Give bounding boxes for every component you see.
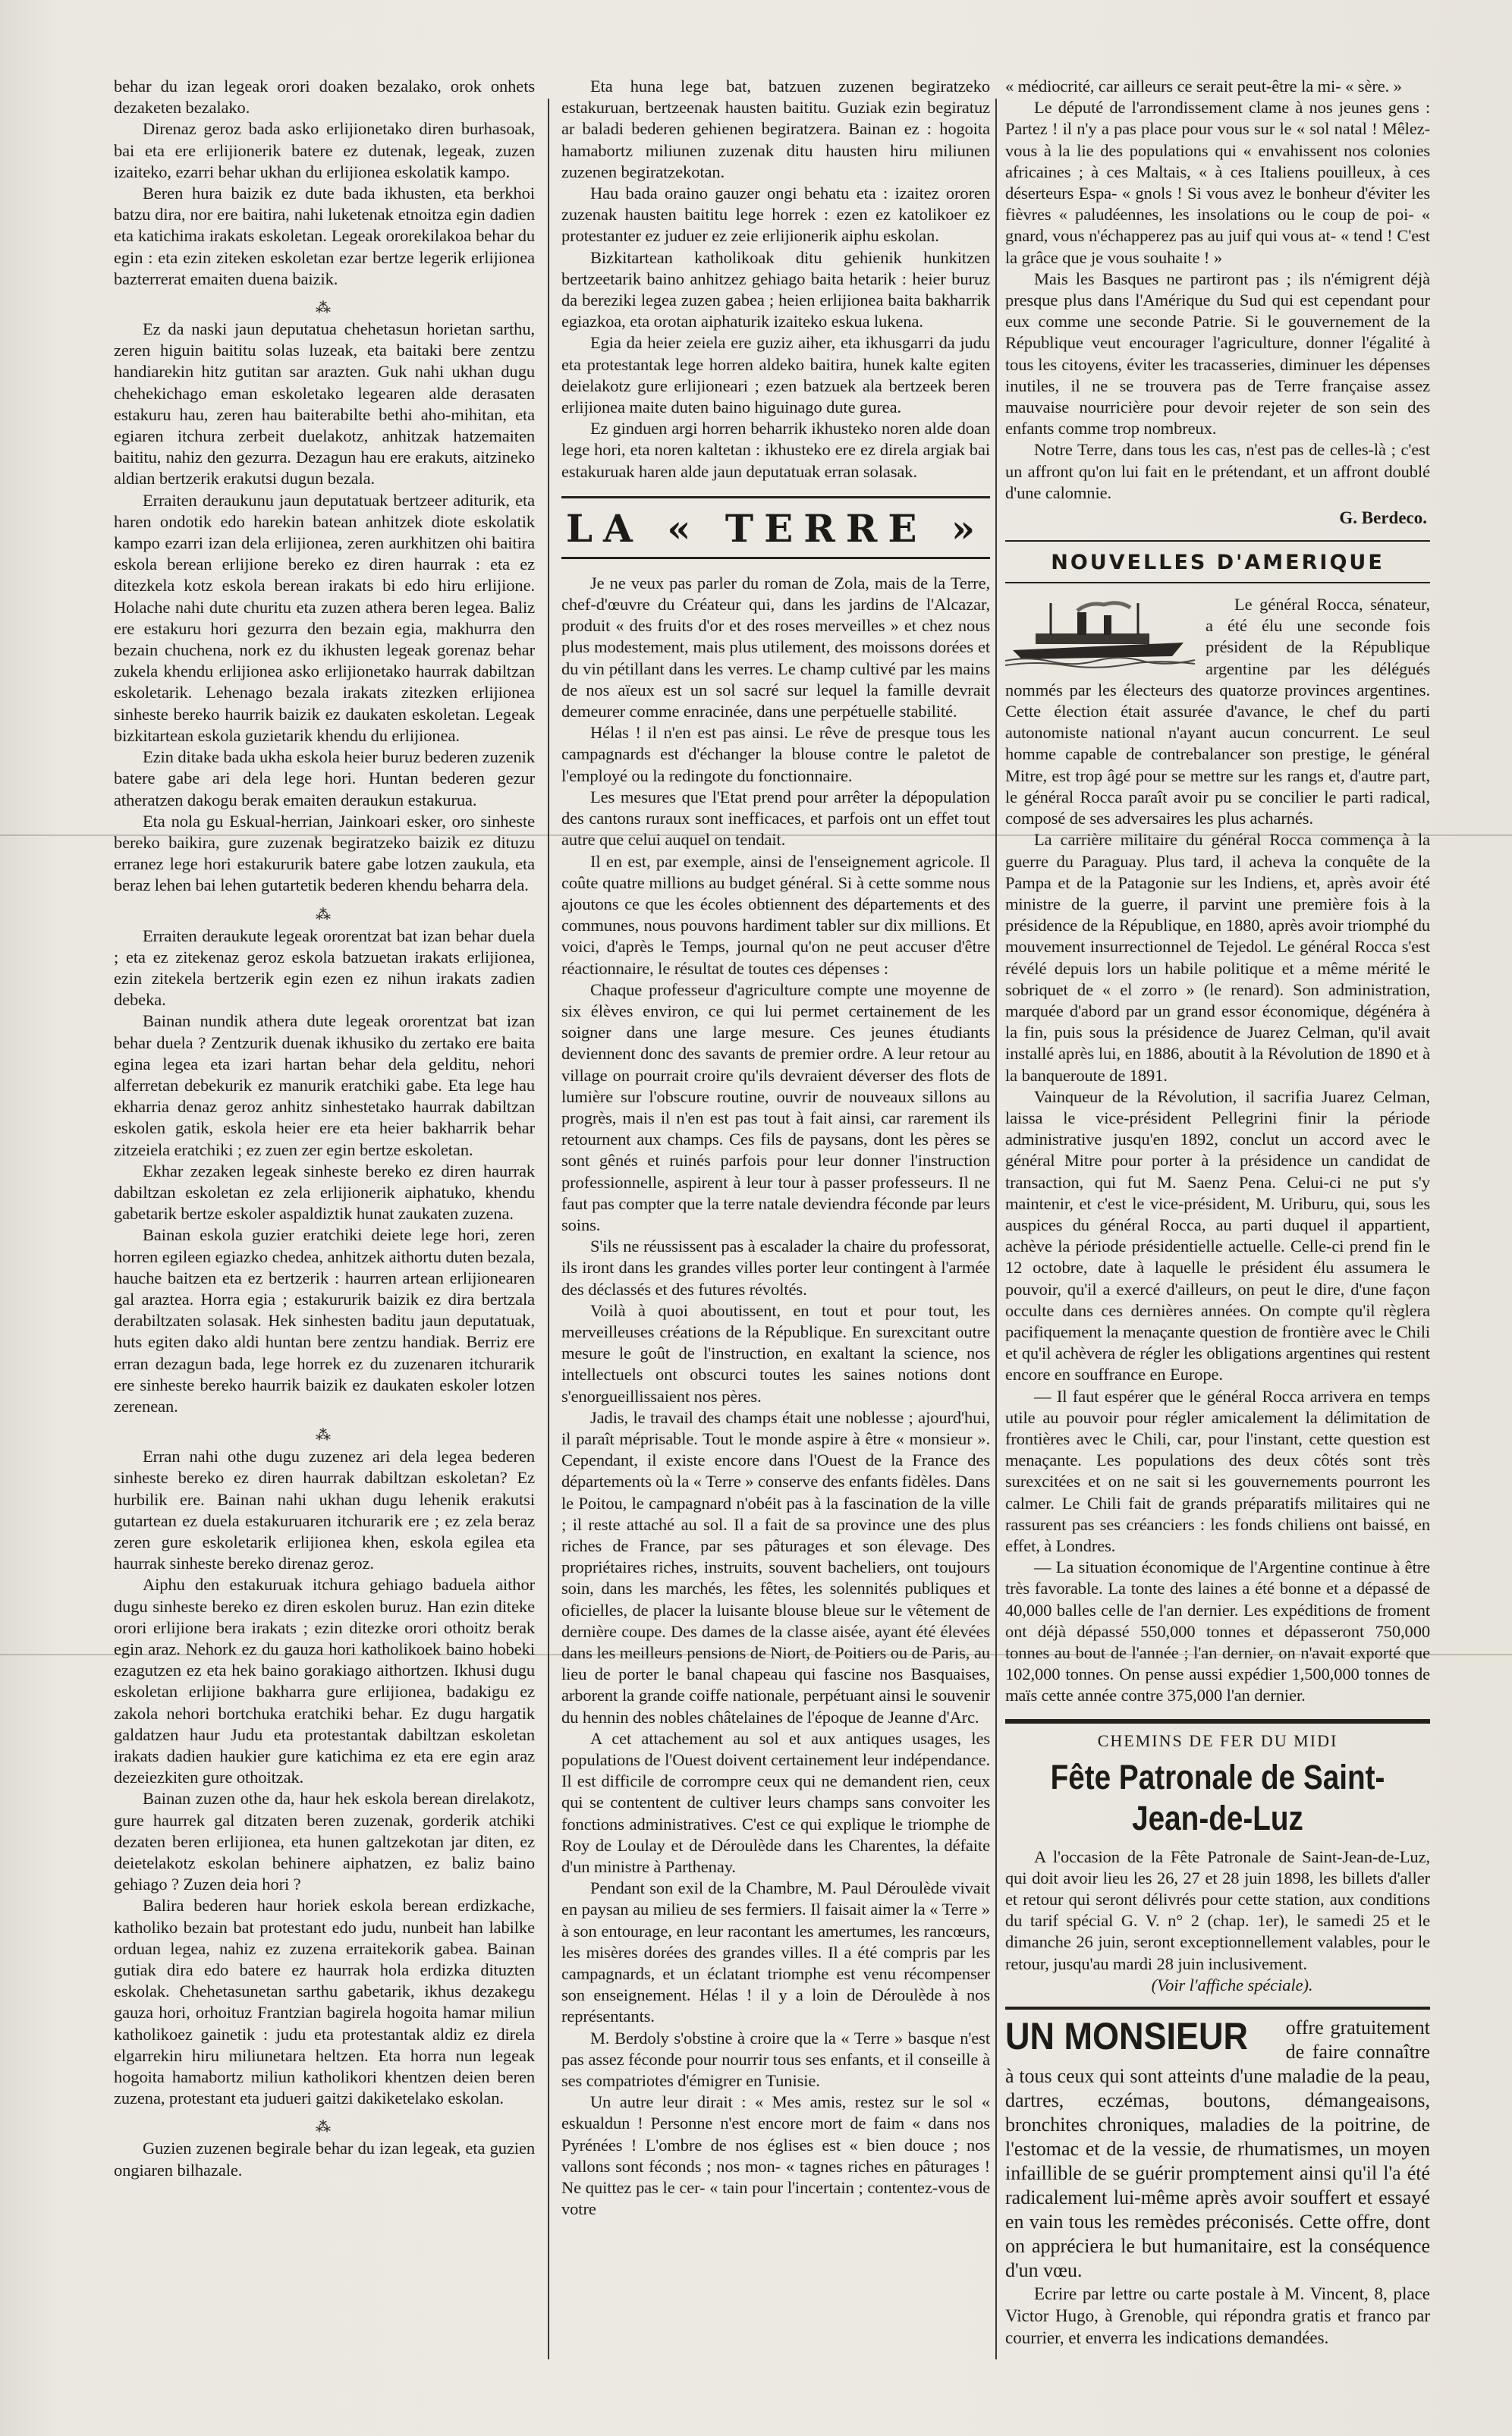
paragraph: Erraiten deraukute legeak ororentzat bat izan behar duela ; eta ez zitekenaz geroz eskola batzuetan irakats erlijionea, ezin zitekela bertzerik egin ezen ez nihun irakats zadien debeka. (114, 926, 535, 1010)
ad-text: offre gratuitement de faire connaître à tous ceux qui sont atteints d'une maladie de la peau, dartres, eczémas, boutons, démangeaisons, bronchites chroniques, maladies de la poitrine, de l'estomac et de la vessie, de rhumatismes, un moyen infaillible de se guérir promptement ainsi qu'il l'a été radicalement lui-même après avoir souffert et essayé en vain tous les remèdes préconisés. Cette offre, dont on appréciera le but humanitaire, est la conséquence d'un vœu. (1005, 2016, 1430, 2282)
paragraph: S'ils ne réussissent pas à escalader la chaire du professorat, ils iront dans les grandes villes porter leur contingent à l'armée des déclassés et des futures révoltés. (561, 1237, 990, 1299)
fete-heading: Fête Patronale de Saint-Jean-de-Luz (1050, 1757, 1385, 1837)
column-amerique (1005, 76, 1430, 2348)
paragraph: Vainqueur de la Révolution, il sacrifia Juarez Celman, laissa le vice-président Pellegrini finir la période administrative jusqu'en 1892, conclut un accord avec le général Mitre pour porter à la présidence un candidat de transaction, qui fut M. Saenz Pena. Celui-ci ne put s'y maintenir, et c'est le vice-président, M. Uriburu, qui, sous les auspices du général Rocca, au parti duquel il appartient, achève la période présidentielle actuelle. Celle-ci prend fin le 12 octobre, date à laquelle le président élu assumera le pouvoir, qu'il a exercé d'ailleurs, on peut le dire, d'une façon occulte dans ces dernières années. On compte qu'il règlera pacifiquement la menaçante question de frontière avec le Chili et qu'il achèvera de régler les obligations argentines qui restent encore en souffrance en Europe. (1005, 1086, 1430, 1385)
paragraph: — Il faut espérer que le général Rocca arrivera en temps utile au pouvoir pour régler amicalement la délimitation de frontières avec le Chili, car, pour l'instant, cette question est menaçante. Les populations des deux côtés sont très surexcitées et on ne sait si les gouvernements pourront les calmer. Le Chili fait de grands préparatifs militaires qui ne rassurent pas ses créanciers : les fonds chiliens ont baissé, en effet, à Londres. (1005, 1386, 1430, 1555)
paragraph: Egia da heier zeiela ere guziz aiher, eta ikhusgarri da judu eta protestantak lege horren aldeko baitira, hunek kalte egiten deielakotz gure erlijioneari ; ezen batzuek ala bertzeek beren erlijionea maite duten baino higuinago dute gurea. (561, 333, 990, 417)
paragraph: Beren hura baizik ez dute bada ikhusten, eta berkhoi batzu dira, nor ere baitira, nahi luketenak etnoitza egin dadien eta katichima irakats eskoletan. Legeak ororekilakoa behar du egin : eta ezin ziteken eskoletan ezar bertze legerik erlijionea bazterrerat emaiten duena baizik. (114, 184, 535, 288)
column-rule (548, 99, 549, 2359)
paragraph: Hau bada oraino gauzer ongi behatu eta : izaitez ororen zuzenak hausten baititu lege horrek : ezen ez katolikoer ez protestanter ez juduer ez zeie erlijionerik aiphu eskolan. (561, 184, 990, 246)
paragraph: Eta huna lege bat, batzuen zuzenen begiratzeko estakuruan, bertzeenak hausten baititu. Guziak ezin begiratuz ar baladi bederen gehienen begiratzera. Bainan ez : hogoita hamabortz miliunen zuzenak ditu hausten hiru miliunen zuzenen begiratzekotan. (561, 77, 990, 181)
paragraph: Direnaz geroz bada asko erlijionetako diren burhasoak, bai eta ere erlijionerik batere ez dutenak, legeak, zuzen izaiteko, ezarri behar ukhan du erlijionea eskolatik kampo. (114, 119, 535, 181)
paragraph: Ezin ditake bada ukha eskola heier buruz bederen zuzenik batere gabe ari dela lege hori. Huntan bederen gezur atheratzen dakogu berak emaiten deraukun estakurua. (114, 747, 535, 809)
paragraph: A l'occasion de la Fête Patronale de Saint-Jean-de-Luz, qui doit avoir lieu les 26, 27 et 28 juin 1898, les billets d'aller et retour qui seront délivrés pour cette station, aux conditions du tarif spécial G. V. n° 2 (chap. 1er), le samedi 25 et le dimanche 26 juin, seront exceptionnellement valables, pour le retour, jusqu'au mardi 28 juin inclusivement. (1005, 1847, 1430, 1973)
paragraph: Bainan nundik athera dute legeak ororentzat bat izan behar duela ? Zentzurik duenak ikhusiko du zertako ere baita egina legea eta izari hartan behar dela gelditu, nehori alferretan debekurik ez manurik eratchiki gabe. Eta lege hau ekharria denaz geroz anhitz sinhestetako haurrak dabiltzan eskolen gatik, eskola heier ere eta heier bakharrik behar zitzeiela eratchiki ; ez zuen zer egin bertze eskoletan. (114, 1011, 535, 1159)
article-title: LA « TERRE » (561, 496, 990, 559)
paragraph: Eta nola gu Eskual-herrian, Jainkoari esker, oro sinheste bereko baikira, gure zuzenak begiratzeko baizik ez dituzu erranez lege hori estakururik batere gabe lotzen zaukula, eta beraz lehen bai lehen gutartetik bederen khendu beharra dela. (114, 811, 535, 895)
paragraph: Ekhar zezaken legeak sinheste bereko ez diren haurrak dabiltzan eskoletan ez zela erlijionerik aiphatuko, khendu gabetarik bertze eskoler aspaldiztik hunat zaukaten zuzena. (114, 1161, 535, 1224)
paragraph: Le général Rocca, sénateur, a été élu une seconde fois président de la République argentine par les délégués nommés par les électeurs des quatorze provinces argentines. Cette élection était assurée d'avance, le chef du parti autonomiste national n'ayant aucun concurrent. Le seul homme capable de contrebalancer son prestige, le général Mitre, est trop âgé pour se mettre sur les rangs et, d'autre part, le général Rocca paraît avoir pu se concilier le parti radical, composé de ses adversaires les plus acharnés. (1005, 595, 1430, 828)
paragraph: Erran nahi othe dugu zuzenez ari dela legea bederen sinheste bereko ez diren haurrak dabiltzan eskoletan? Ez hurbilik ere. Bainan nahi ukhan dugu lehenik erakutsi gutartean ez duela estakuruaren itchurarik ere ; ez zela beraz zeren gure eskoletarik erlijionea khen, eskola egilea eta haurrak sinheste bereko direnaz geroz. (114, 1447, 535, 1573)
paragraph: A cet attachement au sol et aux antiques usages, les populations de l'Ouest doivent certainement leur indépendance. Il est difficile de corrompre ceux qui ne demandent rien, ceux qui se contentent de cultiver leurs champs sans convoiter les fonctions administratives. C'est ce qui explique le triomphe de Roy de Loulay et de Déroulède dans les Charentes, la défaite d'un ministre à Parthenay. (561, 1728, 990, 1877)
paragraph: Erraiten deraukunu jaun deputatuak bertzeer aditurik, eta haren ondotik edo harekin batean anhitzek diote eskolatik kampo ezarri izan dela erlijionea, zeren aurkhitzen ohi baitira eskola berean erlijione bereko ez diren haurrak : eta ez ditezkela kotz eskola berean irakats bi edo hiru erlijione. Holache nahi dute churitu eta zuzen athera beren legea. Baliz ere estakuru hori gezurra den bezain egia, makhurra den bezain chuchena, nork ez du ikhusten legeak gorenaz behar zukela khendu erlijionea asko erlijionetako haurrak dabiltzan eskoletarik. Lehenago bezala irakats zitezken erlijionea sinheste bereko haurrik baizik ez daukaten eskoletan. Legeak bizkitartean eskola guzietarik khendu du erlijionea. (114, 490, 535, 745)
paragraph: Notre Terre, dans tous les cas, n'est pas de celles-là ; c'est un affront qu'on lui fait en le prétendant, et un affront doublé d'une calomnie. (1005, 440, 1430, 502)
paragraph: Jadis, le travail des champs était une noblesse ; ajourd'hui, il paraît méprisable. Tout le monde aspire à être « monsieur ». Cependant, il existe encore dans l'Ouest de la France des départements où la « Terre » conserve des enfants fidèles. Dans le Poitou, le campagnard n'obéit pas à la fascination de la ville ; il reste attaché au sol. Il a fait de sa province une des plus riches de France, par ses pâturages et son élevage. Des propriétaires riches, instruits, souvent bacheliers, ont toujours soin, dans les marchés, les fêtes, les solennités publiques et oficielles, de placer la luisante blouse bleue sur le vêtement de dernière coupe. Des dames de la classe aisée, ayant été élevées dans les meilleurs pensions de Niort, de Poitiers ou de Paris, au lieu de porter le banal chapeau qui fascine nos Basquaises, arborent la grande coiffe nationale, perpétuant ainsi le souvenir du hennin des nobles châtelaines de l'époque de Jeanne d'Arc. (561, 1407, 990, 1727)
paragraph: Bainan eskola guzier eratchiki deiete lege hori, zeren horren egileen egiazko chedea, anhitzek aithortu duten bezala, hauche baitzen eta ez bertzerik : haurren artean erlijionearen gal araztea. Horra egia ; estakururik baizik ez dira bertzala derabiltzaten solasak. Hek sinhesten baditu jaun deputatuak, huts egiten dako aldi huntan bere zentzu handiak. Berriz ere erran dezagun bada, lege horrek ez du zuzenaren itchurarik ere sinheste bereko haurrik baizik ez daukaten eskoler lotzen zerenean. (114, 1225, 535, 1416)
section-separator: ⁂ (316, 906, 333, 923)
paragraph: Mais les Basques ne partiront pas ; ils n'émigrent déjà presque plus dans l'Amérique du Sud qui est cependant pour eux comme une seconde Patrie. Si le gouvernement de la République veut encourager l'agriculture, donner l'égalité à tous les citoyens, éviter les tracasseries, diminuer les dépenses inutiles, il ne se trouvera pas de Terre française assez mauvaise nourricière pour devoir rejeter de son sein des enfants comme trop nombreux. (1005, 269, 1430, 438)
paragraph: La carrière militaire du général Rocca commença à la guerre du Paraguay. Plus tard, il acheva la conquête de la Pampa et de la Patagonie sur les Indiens, et, après avoir été ministre de la guerre, il parvint une première fois à la présidence de la République, en 1880, après avoir triomphé du mouvement insurrectionnel de Tejedol. Le général Rocca s'est révélé depuis lors un habile politique et a même mérité le sobriquet de « el zorro » (le renard). Son administration, marquée d'abord par un grand essor économique, dégénéra à la fin, puis sous la présidence de Juarez Celman, qu'il avait installé après lui, en 1886, aboutit à la Révolution de 1890 et à la banqueroute de 1891. (1005, 830, 1430, 1085)
paragraph: Ez ginduen argi horren beharrik ikhusteko noren alde doan lege hori, eta noren kaltetan : ikhusteko ere ez direla argiak bai estakuruak haren alde jaun deputatuak erran solasak. (561, 419, 990, 481)
section-separator: ⁂ (316, 300, 333, 317)
paragraph: M. Berdoly s'obstine à croire que la « Terre » basque n'est pas assez féconde pour nourrir tous ses enfants, et il conseille à ses compatriotes d'émigrer en Tunisie. (561, 2028, 990, 2091)
paragraph: « médiocrité, car ailleurs ce serait peut-être la mi- « sère. » (1005, 77, 1402, 96)
paragraph: Voilà à quoi aboutissent, en tout et pour tout, les merveilleuses créations de la République. En surexcitant outre mesure le goût de l'instruction, en exaltant la science, nos intellectuels ont obscurci toutes les saines notions dont s'enorgueillissaient nos pères. (561, 1300, 990, 1406)
section-title: NOUVELLES D'AMERIQUE (1005, 540, 1430, 583)
column-la-terre (561, 76, 990, 2276)
paragraph-note: (Voir l'affiche spéciale). (1151, 1975, 1313, 1994)
paragraph: Bainan zuzen othe da, haur hek eskola berean direlakotz, gure haurrek gal ditzaten beren zuzenak, gorderik atchiki dezaten beren erlijionea, eta hunen galtzekotan jar diten, ez deietelakotz eskolan behinere aiphatzen, ez baliz baino gehiago ? Zuzen deia hori ? (114, 1789, 535, 1894)
paragraph: — La situation économique de l'Argentine continue à être très favorable. La tonte des laines a été bonne et a dépassé de 40,000 balles celle de l'an dernier. Les expéditions de froment ont déjà dépassé 550,000 tonnes et dépasseront 750,000 tonnes au bout de l'année ; l'an dernier, on n'avait exporté que 102,000 tonnes. On pense aussi expédier 1,500,000 tonnes de maïs cette année contre 375,000 l'an dernier. (1005, 1557, 1430, 1705)
railway-heading: CHEMINS DE FER DU MIDI (1097, 1730, 1338, 1750)
steamship-icon (1005, 597, 1195, 667)
paragraph: Bizkitartean katholikoak ditu gehienik hunkitzen bertzeetarik baino anhitzez gehiago baita hetarik : heier buruz da bereziki legea zuzen gabea ; heien erlijionea baita bakharrik egiazkoa, eta orotan aiphaturik izaiteko eskua lukena. (561, 247, 990, 332)
ad-heading: UN MONSIEUR (1005, 2015, 1249, 2058)
section-separator: ⁂ (316, 1427, 333, 1444)
divider (1005, 1719, 1430, 1724)
paragraph: Hélas ! il n'en est pas ainsi. Le rêve de presque tous les campagnards est d'échanger la blouse contre le paletot de l'employé ou la redingote du fonctionnaire. (561, 723, 990, 785)
column-basque (114, 76, 535, 2276)
paragraph: Pendant son exil de la Chambre, M. Paul Déroulède vivait en paysan au milieu de ses fermiers. Il faisait aimer la « Terre » à son entourage, en leur racontant les amertumes, les rancœurs, les misères dorées des grandes villes. Il a été compris par les campagnards, et un éclatant triomphe est venu récompenser son enseignement. Hélas ! il y a loin de Déroulède à nos représentants. (561, 1878, 990, 2026)
ad-contact: Ecrire par lettre ou carte postale à M. Vincent, 8, place Victor Hugo, à Grenoble, qui répondra gratis et franco par courrier, et enverra les indications demandées. (1005, 2284, 1430, 2348)
paragraph: Guzien zuzenen begirale behar du izan legeak, eta guzien ongiaren bilhazale. (114, 2139, 535, 2180)
paragraph: Un autre leur dirait : « Mes amis, restez sur le sol « eskualdun ! Personne n'est encore mort de faim « dans nos Pyrénées ! L'ombre de nos églises est « bien douce ; nos vallons sont féconds ; nos mon- « tagnes riches en pâturages ! Ne quittez pas le cer- « tain pour l'incertain ; contentez-vous de votre (561, 2092, 990, 2219)
column-rule (995, 99, 997, 2359)
paragraph: Je ne veux pas parler du roman de Zola, mais de la Terre, chef-d'œuvre du Créateur qui, dans les jardins de l'Alcazar, produit « des fruits d'or et des roses merveilles » et chez nous plus modestement, mais plus utilement, des moissons dorées et du vin pétillant dans les verres. Le champ cultivé par les mains de nos aïeux est un sol sacré sur lequel la famille devrait demeurer comme enracinée, dans une perpétuelle stabilité. (561, 573, 990, 721)
paragraph: Ez da naski jaun deputatua chehetasun horietan sarthu, zeren higuin baititu solas luzeak, eta baitaki bere zentzu handiarekin hitz gutitan sar arazten. Guk nahi ukhan dugu chehekichago eman eskoletako legearen alde derasaten estakuru hau, zeren hau baiterabilte bethi aho-mihitan, eta egiaren itchura zerbeit duelakotz, anhitzak hatzemaiten baititu, nahiz den gezurra. Dezagun hau ere erakuts, aitzineko aldian bertzerik erakutsi dugun bezala. (114, 319, 535, 489)
advertisement (1005, 2007, 1430, 2349)
paragraph: Le député de l'arrondissement clame à nos jeunes gens : Partez ! il n'y a pas place pour vous sur le « sol natal ! Mêlez-vous à la lie des populations qui « envahissent nos colonies africaines ; à ces Maltais, « à ces Italiens pouilleux, à ces déserteurs Espa- « gnols ! Si vous avez le bonheur d'éviter les fièvres « paludéennes, les insolations ou le coup de poi- « gnard, vous n'échapperez pas au juif qui vous at- « tend ! C'est la grâce que je vous souhaite ! » (1005, 98, 1430, 267)
signature: G. Berdeco. (1339, 508, 1427, 528)
section-separator: ⁂ (316, 2119, 333, 2136)
paragraph: Les mesures que l'Etat prend pour arrêter la dépopulation des cantons ruraux sont inefficaces, et parfois ont un effet tout autre que celui auquel on tendait. (561, 787, 990, 850)
paragraph: Il en est, par exemple, ainsi de l'enseignement agricole. Il coûte quatre millions au budget général. Si à cette somme nous ajoutons ce que les écoles obtiennent des départements et des communes, nous pouvons hardiment tabler sur dix millions. Et voici, d'après le Temps, journal qu'on ne peut accuser d'être réactionnaire, le résultat de toutes ces dépenses : (561, 851, 990, 978)
paragraph: Balira bederen haur horiek eskola berean erdizkache, katholiko bezain bat protestant edo judu, nunbeit han labilke orduan legea, nahiz ez zuzena erraitekorik gabea. Bainan gutiak dira edo batere ez haurrak hola erdizka dituzten eskolak. Chehetasunetan sarthu gabetarik, ikhus dezakegu gauza hori, orhoituz Frantzian bagirela hogoita hamar miliun katholikoez gainetik : judu eta protestantak aldiz ez direla elgarrekin hiru miliunetara heltzen. Eta horra nun legeak hogoita hamabortz miliun katholikori khentzen deien beren zuzena, protestant eta judueri gaitzi dakiketelako eskolan. (114, 1896, 535, 2108)
paragraph: Chaque professeur d'agriculture compte une moyenne de six élèves environ, ce qui lui permet certainement de les soigner dans une large mesure. Ces jeunes étudiants deviennent donc des savants de premier ordre. A leur retour au village on pourrait croire qu'ils devraient déverser des flots de lumière sur l'obscure routine, ouvrir de nouveaux sillons au progrès, mais il n'en est pas tout à fait ainsi, car rarement ils retournent aux champs. Ces fils de paysans, dont les pères se sont gênés et ruinés parfois pour leur donner l'instruction professionnelle, aspirent à leur tour à passer professeurs. Il ne faut pas compter que la terre natale deviendra féconde par leurs soins. (561, 979, 990, 1234)
paragraph: behar du izan legeak orori doaken bezalako, orok onhets dezaketen bezalako. (114, 77, 535, 118)
paragraph: Aiphu den estakuruak itchura gehiago baduela aithor dugu sinheste bereko ez diren eskolen buruz. Han ezin ditekе orori erlijione bera irakats ; ezin ditezke orori othoitz berak egin araz. Nehork ez du gauza hori katholikoek baino hobeki ezagutzen ez eta hek baino gorakiago aithortzen. Ikhusi dugu eskoletan erlijione bakharra gure erlijionea, badakigu ez zakola nehori bortchuka eratchiki behar. Ez dugu hargatik galdatzen haur Judu eta protestantak dabiltzan eskoletan irakats dadien haukier gure katichima ez eta ere egin araz dezeiezkiten gure othoitzak. (114, 1575, 535, 1787)
